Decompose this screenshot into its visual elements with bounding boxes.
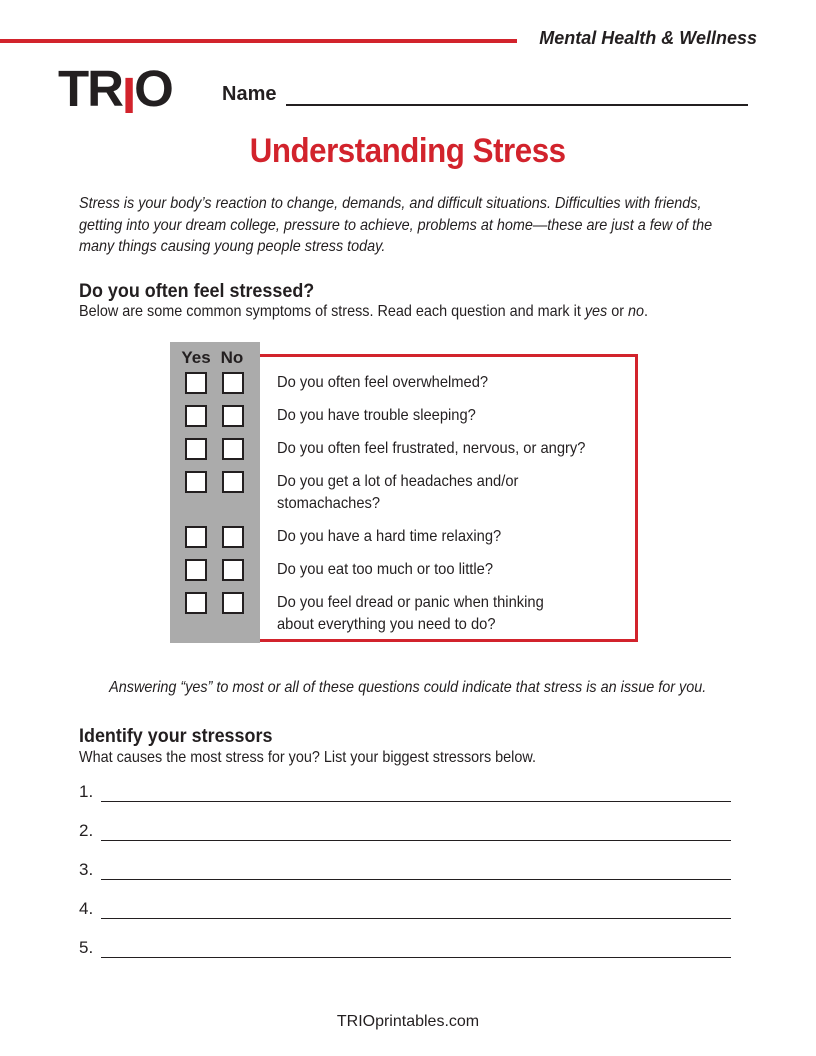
- yes-checkbox[interactable]: [185, 471, 207, 493]
- yes-checkbox[interactable]: [185, 526, 207, 548]
- question-text: Do you have trouble sleeping?: [277, 407, 476, 424]
- question-text: Do you get a lot of headaches and/or stomachaches?: [277, 473, 519, 512]
- question-text: Do you eat too much or too little?: [277, 561, 494, 578]
- no-checkbox[interactable]: [222, 592, 244, 614]
- stressor-number: 1.: [79, 782, 94, 801]
- question-text: Do you often feel frustrated, nervous, or angry?: [277, 440, 586, 457]
- intro-line: many things causing young people stress today.: [79, 238, 386, 255]
- stressor-input-line[interactable]: [101, 780, 731, 802]
- stressor-input-line[interactable]: [101, 858, 731, 880]
- header-rule: [0, 39, 517, 43]
- stressor-row: [79, 858, 731, 880]
- stressor-row: [79, 936, 731, 958]
- stressors-instruction: What causes the most stress for you? List your biggest stressors below.: [79, 749, 537, 766]
- name-input-line[interactable]: [286, 78, 748, 106]
- question-text: Do you have a hard time relaxing?: [277, 528, 502, 545]
- stressor-list: [79, 780, 731, 975]
- footer-website: TRIOprintables.com: [336, 1013, 480, 1030]
- stressor-input-line[interactable]: [101, 897, 731, 919]
- no-checkbox[interactable]: [222, 526, 244, 548]
- stressor-row: [79, 780, 731, 802]
- yes-checkbox[interactable]: [185, 405, 207, 427]
- yes-checkbox[interactable]: [185, 559, 207, 581]
- checklist-note-text: Answering “yes” to most or all of these questions could indicate that stress is an issue for you.: [109, 679, 707, 696]
- stressor-row: [79, 897, 731, 919]
- checklist-row: [185, 438, 640, 460]
- checklist-row: [185, 471, 640, 515]
- intro-line: getting into your dream college, pressure to achieve, problems at home—these are just a few of the: [79, 216, 713, 234]
- stressors-heading: Identify your stressors: [79, 725, 273, 747]
- stressor-input-line[interactable]: [101, 936, 731, 958]
- logo-letter-o: O: [134, 60, 172, 117]
- logo-letter-i: I: [121, 67, 135, 124]
- yes-column-header: Yes: [181, 348, 211, 367]
- category-label: Mental Health & Wellness: [539, 28, 757, 48]
- no-checkbox[interactable]: [222, 372, 244, 394]
- checklist-note: [0, 679, 816, 697]
- stressor-number: 5.: [79, 938, 94, 957]
- name-field: [222, 78, 748, 106]
- logo-letters-tr: TR: [58, 60, 122, 117]
- symptoms-instruction: [79, 302, 648, 322]
- page-title: [0, 134, 816, 168]
- no-checkbox[interactable]: [222, 471, 244, 493]
- instruction-yes-word: yes: [584, 303, 608, 320]
- question-text: Do you often feel overwhelmed?: [277, 374, 489, 391]
- instruction-prefix: Below are some common symptoms of stress. Read each question and mark it: [79, 303, 585, 320]
- intro-line: Stress is your body’s reaction to change, demands, and difficult situations. Difficulties with friends,: [79, 195, 702, 212]
- no-column-header: No: [220, 348, 244, 367]
- instruction-or-word: or: [607, 303, 629, 320]
- stressor-number: 4.: [79, 899, 94, 918]
- checklist-row: [185, 592, 640, 636]
- checklist-rows: [185, 372, 640, 647]
- checklist-row: [185, 405, 640, 427]
- checklist-row: [185, 526, 640, 548]
- stressor-input-line[interactable]: [101, 819, 731, 841]
- stressor-number: 2.: [79, 821, 94, 840]
- name-label: Name: [222, 83, 277, 105]
- instruction-period: .: [644, 303, 649, 320]
- page-title-text: Understanding Stress: [250, 132, 566, 170]
- stressor-number: 3.: [79, 860, 94, 879]
- instruction-no-word: no: [628, 303, 645, 320]
- no-checkbox[interactable]: [222, 438, 244, 460]
- no-checkbox[interactable]: [222, 405, 244, 427]
- checklist-row: [185, 559, 640, 581]
- no-checkbox[interactable]: [222, 559, 244, 581]
- yes-checkbox[interactable]: [185, 372, 207, 394]
- checklist-row: [185, 372, 640, 394]
- yes-checkbox[interactable]: [185, 438, 207, 460]
- yes-checkbox[interactable]: [185, 592, 207, 614]
- symptoms-heading: Do you often feel stressed?: [79, 280, 315, 302]
- stressor-row: [79, 819, 731, 841]
- intro-paragraph: [79, 193, 783, 258]
- question-text: Do you feel dread or panic when thinking about everything you need to do?: [277, 594, 544, 633]
- trio-logo: [58, 60, 172, 124]
